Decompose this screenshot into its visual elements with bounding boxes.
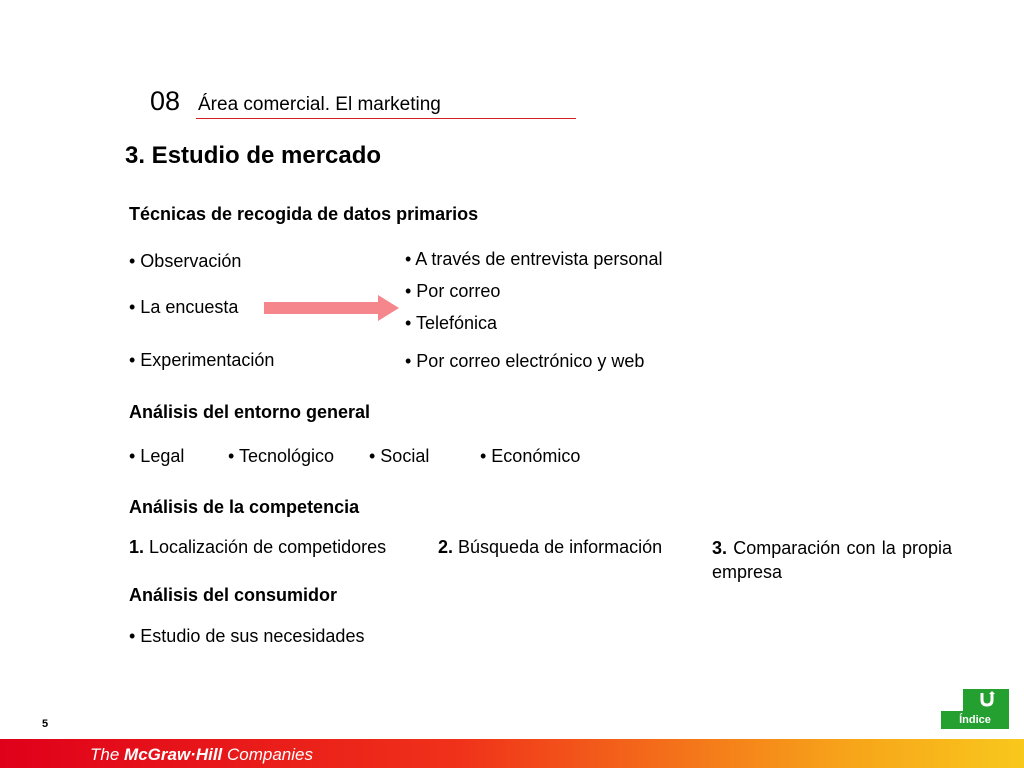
environment-item: • Tecnológico [228,446,335,466]
step-text: Localización de competidores [144,537,387,557]
survey-method-item: • A través de entrevista personal [405,249,663,269]
consumer-item: • Estudio de sus necesidades [129,626,365,646]
logo-suffix: Companies [222,745,313,764]
technique-item: • Observación [129,251,242,271]
environment-heading: Análisis del entorno general [129,402,371,422]
section-title: 3. Estudio de mercado [125,142,382,169]
header-divider [196,118,576,119]
survey-method-item: • Telefónica [405,313,498,333]
step-text: Búsqueda de información [453,537,663,557]
step-number: 3. [712,538,728,558]
consumer-heading: Análisis del consumidor [129,585,338,605]
competition-heading: Análisis de la competencia [129,497,360,517]
chapter-number: 08 [150,86,181,116]
step-number: 1. [129,537,145,557]
primary-data-heading: Técnicas de recogida de datos primarios [129,204,479,224]
logo-brand: McGraw·Hill [124,745,223,764]
right-arrow-icon [262,294,400,322]
environment-item: • Legal [129,446,185,466]
step-number: 2. [438,537,454,557]
technique-item: • Experimentación [129,350,275,370]
competition-step [438,537,662,558]
index-button[interactable] [941,689,1009,729]
survey-method-item: • Por correo electrónico y web [405,351,645,371]
environment-item: • Económico [480,446,581,466]
index-label: Índice [941,711,1009,729]
chapter-title: Área comercial. El marketing [198,94,441,115]
competition-step [712,536,952,584]
return-arrow-icon [979,691,995,707]
technique-item: • La encuesta [129,297,239,317]
environment-item: • Social [369,446,430,466]
step-text: Comparación con la propia empresa [712,538,952,582]
survey-method-item: • Por correo [405,281,501,301]
competition-step [129,537,386,558]
logo-prefix: The [90,745,125,764]
publisher-logo [90,745,313,765]
page-number: 5 [42,718,49,730]
